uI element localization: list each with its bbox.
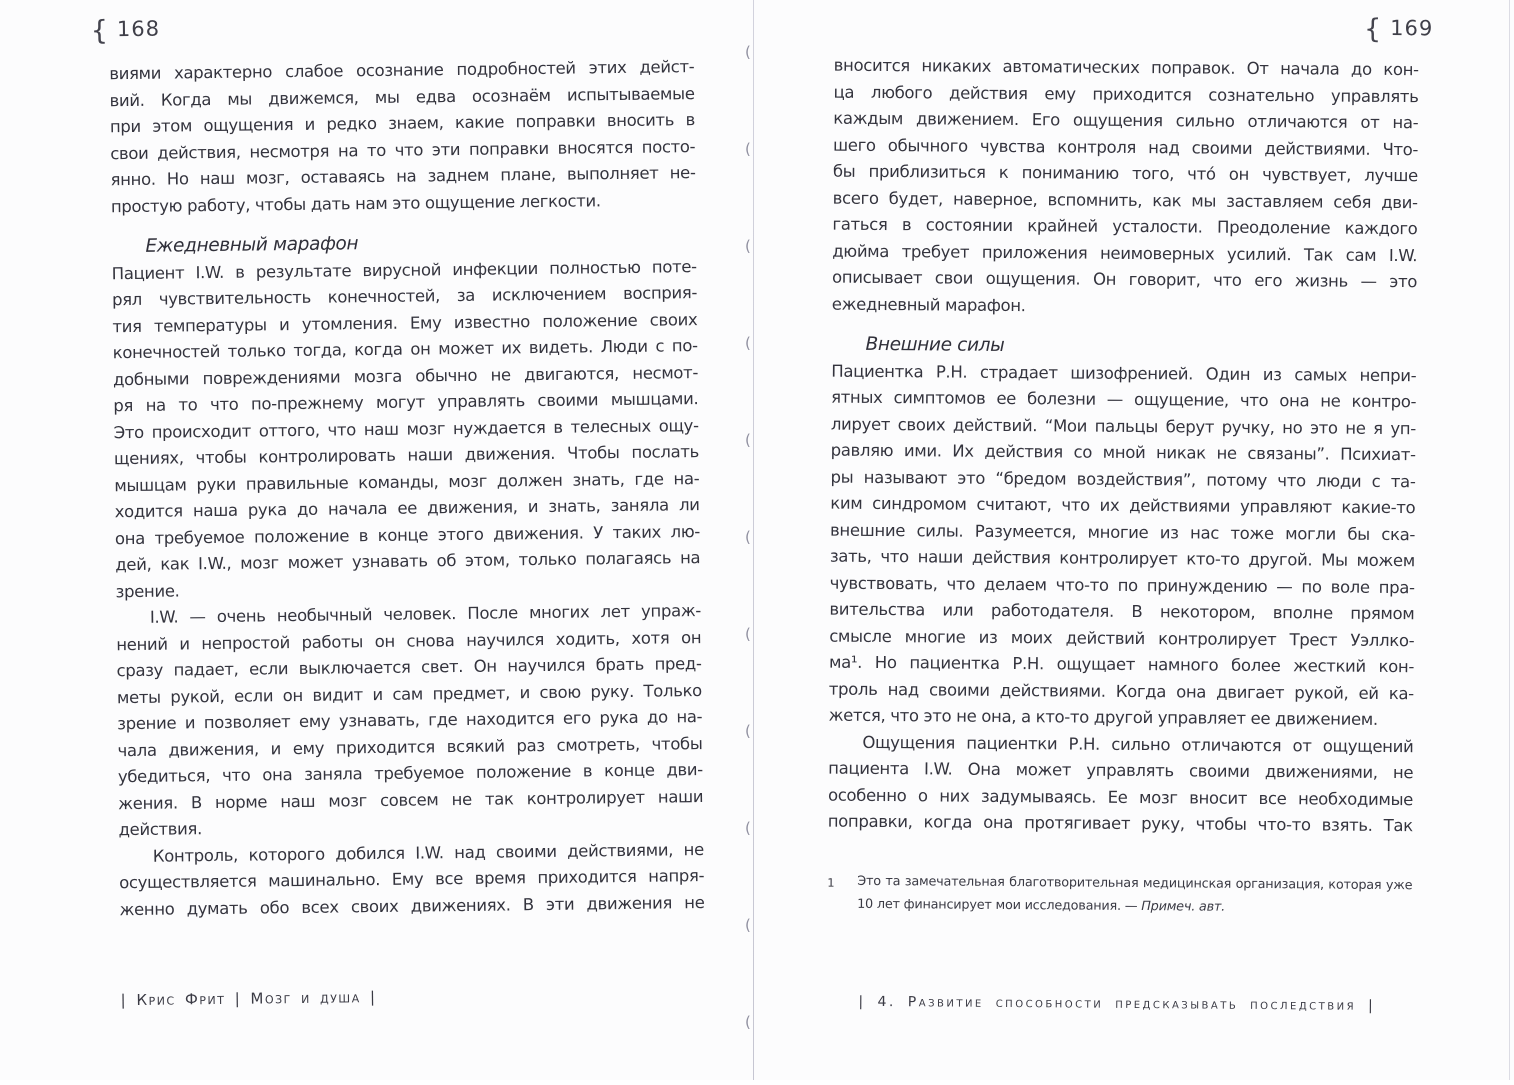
text-line: жения. В норме наш мозг совсем не так контролирует наши <box>118 786 704 813</box>
gutter-binding-mark: ( <box>745 140 751 158</box>
gutter-binding-mark: ( <box>745 528 751 546</box>
text-line: бы приблизиться к пониманию того, что́ он чувствует, лучше <box>832 161 1418 186</box>
gutter-binding-mark: ( <box>745 334 751 352</box>
text-line: Ощущения пациентки Р.Н. сильно отличаются от ощущений <box>862 732 1414 756</box>
text-line: меты рукой, если он видит и сам предмет, и свою руку. Только <box>116 680 702 707</box>
text-line: убедиться, что она заняла требуемое положение в конце дви- <box>117 760 703 787</box>
text-line: осуществляется машинально. Ему все время приходится напря- <box>119 866 705 893</box>
text-line: описывает свои ощущения. Он говорит, что его жизнь — это <box>831 267 1418 292</box>
gutter-binding-mark: ( <box>745 722 751 740</box>
text-line: смысле многие из моих действий контролирует Трест Уэллко- <box>829 626 1415 650</box>
page-number: 168 <box>116 16 161 42</box>
text-line: Это происходит оттого, что наш мозг нуждается в телесных ощу- <box>113 415 699 442</box>
text-line: мышцам руки правильные команды, мозг должен знать, где на- <box>114 468 700 495</box>
paragraph <box>832 53 1419 323</box>
text-line: каждым движением. Его ощущения сильно отличаются от на- <box>833 108 1419 133</box>
text-line: щениях, чтобы контролировать наши движения. Чтобы послать <box>113 442 700 469</box>
text-line: чувствовать, что делаем что-то по принуждению — по воле пра- <box>829 573 1415 597</box>
paragraph <box>119 837 705 924</box>
text-line: ятных симптомов ее болезни — ощущение, что она не контро- <box>831 387 1417 412</box>
text-line: всего будет, наверное, вспомнить, как мы заставляем себя дви- <box>832 188 1418 212</box>
text-line: гаться в состоянии крайней усталости. Преодоление каждого <box>832 214 1418 239</box>
text-line: зать, что наши действия контролирует кто-то другой. Мы можем <box>829 546 1415 571</box>
text-line: Пациентка Р.Н. страдает шизофренией. Один из самых непри- <box>831 361 1417 385</box>
text-line: поправки, когда она протягивает руку, чтобы что-то взять. Так <box>827 811 1413 836</box>
text-line: при этом ощущения и редко знаем, какие поправки вносить в <box>109 110 696 137</box>
footnote-line-regular: 10 лет финансирует мои исследования. — <box>857 896 1142 915</box>
footnote-text <box>857 870 1412 920</box>
gutter-binding-mark: ( <box>745 43 751 61</box>
running-footer-left: | Крис Фрит | Мозг и душа | <box>120 988 377 1010</box>
text-line: виями характерно слабое осознание подробностей этих дейст- <box>109 57 695 84</box>
paragraph <box>116 598 704 844</box>
section-heading: Внешние силы <box>865 333 1005 356</box>
footnote-marker: 1 <box>827 875 835 890</box>
text-line: ры называют это “бредом воздействия”, потому что люди с та- <box>830 467 1416 491</box>
page-header-left <box>91 15 161 47</box>
text-line: тия температуры и утомления. Ему известно положение своих <box>112 309 698 336</box>
footnote-line-italic: Примеч. авт. <box>1141 899 1226 915</box>
page-header-right <box>1364 14 1434 46</box>
text-line: зрение и позволяет ему узнавать, где находится его рука до на- <box>117 707 703 734</box>
paragraph <box>112 254 701 606</box>
text-line: конечностей только тогда, когда он может их видеть. Люди с по- <box>112 336 698 363</box>
text-line: женно думать обо всех своих движениях. В эти движения не <box>119 892 705 919</box>
gutter-binding-mark: ( <box>745 1013 751 1031</box>
gutter-binding-mark: ( <box>745 916 751 934</box>
gutter-binding-mark: ( <box>745 625 751 643</box>
text-line: особенно о них задумываясь. Ее мозг вносит все необходимые <box>827 785 1414 809</box>
text-line: действия. <box>118 819 203 840</box>
text-line: свои действия, несмотря на то что эти поправки вносятся посто- <box>110 136 696 163</box>
text-line: она требуемое положение в конце этого движения. У таких лю- <box>114 521 701 548</box>
page-number: 169 <box>1390 15 1434 41</box>
page-gutter <box>745 0 754 1080</box>
paragraph <box>828 729 1414 840</box>
text-line: Пациент I.W. в результате вирусной инфекции полностью поте- <box>111 256 697 283</box>
footnote <box>827 870 1412 921</box>
text-line: равляю ими. Их действия со мной никак не связаны”. Психиат- <box>830 440 1416 465</box>
text-line: нений и непростой работы он снова научился ходить, хотя он <box>116 627 702 654</box>
paragraph <box>109 54 696 220</box>
text-line: добными повреждениями мозга обычно не двигаются, несмот- <box>112 362 699 389</box>
paragraph <box>829 358 1417 734</box>
text-line: дюйма требует приложения неимоверных усилий. Так сам I.W. <box>832 241 1418 265</box>
text-line: янно. Но наш мозг, оставаясь на заднем плане, выполняет не- <box>110 163 696 190</box>
footnote-line <box>857 893 1412 920</box>
page-169 <box>753 0 1514 1083</box>
text-line: рял чувствительность конечностей, за исключением восприя- <box>111 283 698 310</box>
text-line: чала движения, и ему приходится всякий раз смотреть, чтобы <box>117 733 703 760</box>
text-line: жется, что это не она, а кто-то другой управляет ее движением. <box>828 705 1378 729</box>
gutter-binding-mark: ( <box>745 819 751 837</box>
brace-glyph: { <box>90 15 109 47</box>
text-line: вительства или работодателя. В некотором, вполне прямом <box>829 599 1415 624</box>
text-line: I.W. — очень необычный человек. После многих лет упраж- <box>149 601 702 627</box>
text-line: сразу падает, если выключается свет. Он научился брать пред- <box>116 654 702 681</box>
page-168-body <box>109 54 704 923</box>
text-line: дей, как I.W., мозг может узнавать об этом, только полагаясь на <box>115 548 701 575</box>
text-line: вносится никаких автоматических поправок. От начала до кон- <box>833 55 1419 80</box>
text-line: простую работу, чтобы дать нам это ощущение легкости. <box>110 190 601 216</box>
gutter-binding-mark: ( <box>745 431 751 449</box>
text-line: ца любого действия ему приходится сознательно управлять <box>833 82 1419 106</box>
text-line: троль над своими действиями. Когда она двигает рукой, ей ка- <box>828 679 1414 703</box>
section-heading: Ежедневный марафон <box>145 233 359 257</box>
page-169-body <box>828 53 1419 840</box>
text-line: ма¹. Но пациентка Р.Н. ощущает намного более жесткий кон- <box>828 652 1415 677</box>
text-line: ежедневный марафон. <box>831 294 1026 315</box>
text-line: вий. Когда мы движемся, мы едва осознаём испытываемые <box>109 83 695 110</box>
text-line: пациента I.W. Она может управлять своими движениями, не <box>828 758 1414 783</box>
running-footer-right: | 4. Развитие способности предсказывать последствия | <box>858 993 1376 1014</box>
text-line: зрение. <box>115 580 180 601</box>
text-line: внешние силы. Разумеется, многие из нас тоже могли бы ска- <box>829 520 1416 544</box>
footnote-line: Это та замечательная благотворительная медицинская организация, которая уже <box>857 873 1413 894</box>
gutter-binding-mark: ( <box>745 237 751 255</box>
text-line: ким синдромом считают, что их действиями управляют какие-то <box>830 493 1416 518</box>
text-line: лирует своих действий. “Мои пальцы берут ручку, но это не я уп- <box>830 414 1416 438</box>
text-line: шего обычного чувства контроля над своими действиями. Что- <box>833 135 1419 159</box>
page-edge-line <box>1509 0 1510 1080</box>
text-line: Контроль, которого добился I.W. над своими действиями, не <box>152 839 704 866</box>
brace-glyph: { <box>1363 13 1382 45</box>
text-line: ходится наша рука до начала ее движения, и знать, заняла ли <box>114 495 700 522</box>
text-line: ря на то что по-прежнему могут управлять своими мышцами. <box>113 389 699 416</box>
